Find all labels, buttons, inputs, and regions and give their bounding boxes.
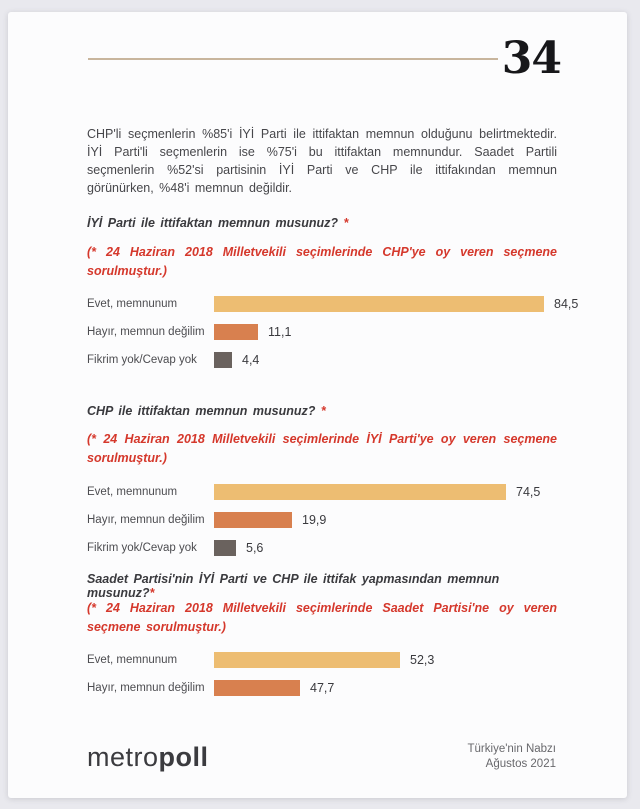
- bar-label: Hayır, memnun değilim: [87, 682, 205, 694]
- chart-3: [87, 652, 597, 708]
- publication-title: Türkiye'nin Nabzı: [467, 743, 556, 755]
- page-header: [88, 34, 561, 84]
- bar: [214, 324, 258, 340]
- bar-label: Hayır, memnun değilim: [87, 326, 205, 338]
- question-2: [87, 404, 567, 418]
- chart-1-row-yes: [87, 296, 597, 312]
- question-1: [87, 216, 567, 230]
- logo-bold-part: poll: [158, 741, 209, 772]
- bar: [214, 540, 236, 556]
- question-2-text: CHP ile ittifaktan memnun musunuz?: [87, 404, 316, 418]
- chart-3-row-no: [87, 680, 597, 696]
- chart-1-row-noidea: [87, 352, 597, 368]
- chart-1: [87, 296, 597, 380]
- bar: [214, 680, 300, 696]
- bar: [214, 296, 544, 312]
- bar-label: Fikrim yok/Cevap yok: [87, 542, 197, 554]
- bar-value: 84,5: [554, 297, 579, 311]
- bar-value: 5,6: [246, 541, 264, 555]
- bar: [214, 512, 292, 528]
- header-rule: [88, 58, 498, 60]
- chart-3-row-yes: [87, 652, 597, 668]
- bar-label: Fikrim yok/Cevap yok: [87, 354, 197, 366]
- bar-label: Hayır, memnun değilim: [87, 514, 205, 526]
- bar-value: 19,9: [302, 513, 327, 527]
- metropoll-logo: [87, 741, 209, 772]
- page-footer: [87, 742, 556, 772]
- bar: [214, 484, 506, 500]
- question-1-text: İYİ Parti ile ittifaktan memnun musunuz?: [87, 216, 339, 230]
- chart-1-row-no: [87, 324, 597, 340]
- footnote-3: (* 24 Haziran 2018 Milletvekili seçimlerinde Saadet Partisi'ne oy veren seçmene sorulmuştur.): [87, 601, 557, 634]
- logo-light-part: metro: [87, 741, 159, 772]
- publication-date: Ağustos 2021: [485, 758, 556, 770]
- bar-label: Evet, memnunum: [87, 654, 178, 666]
- bar: [214, 652, 400, 668]
- footer-publication-info: [468, 742, 556, 772]
- bar-label: Evet, memnunum: [87, 486, 178, 498]
- document-page: [8, 12, 627, 798]
- bar: [214, 352, 232, 368]
- question-3-asterisk: *: [149, 586, 155, 600]
- footnote-1: (* 24 Haziran 2018 Milletvekili seçimlerinde CHP'ye oy veren seçmene sorulmuştur.): [87, 245, 557, 278]
- intro-paragraph: CHP'li seçmenlerin %85'i İYİ Parti ile ittifaktan memnun olduğunu belirtmektedir. İYİ Parti'li seçmenlerin ise %75'i bu ittifaktan memnundur. Saadet Partili seçmenlerin %52'si partisinin İYİ Parti ve CHP ile ittifakından memnun görünürken, %48'i memnun değildir.: [87, 127, 557, 195]
- bar-value: 74,5: [516, 485, 541, 499]
- bar-value: 47,7: [310, 681, 335, 695]
- bar-value: 11,1: [268, 325, 292, 339]
- question-3: [87, 572, 567, 600]
- question-2-asterisk: *: [315, 404, 326, 418]
- chart-2-row-yes: [87, 484, 597, 500]
- page-number: 34: [501, 33, 561, 84]
- footnote-2: (* 24 Haziran 2018 Milletvekili seçimlerinde İYİ Parti'ye oy veren seçmene sorulmuştur.): [87, 432, 557, 465]
- chart-2: [87, 484, 597, 568]
- bar-value: 52,3: [410, 653, 435, 667]
- bar-value: 4,4: [242, 353, 260, 367]
- question-3-text: Saadet Partisi'nin İYİ Parti ve CHP ile ittifak yapmasından memnun musunuz?: [87, 572, 500, 600]
- chart-2-row-no: [87, 512, 597, 528]
- bar-label: Evet, memnunum: [87, 298, 178, 310]
- chart-2-row-noidea: [87, 540, 597, 556]
- question-1-asterisk: *: [338, 216, 349, 230]
